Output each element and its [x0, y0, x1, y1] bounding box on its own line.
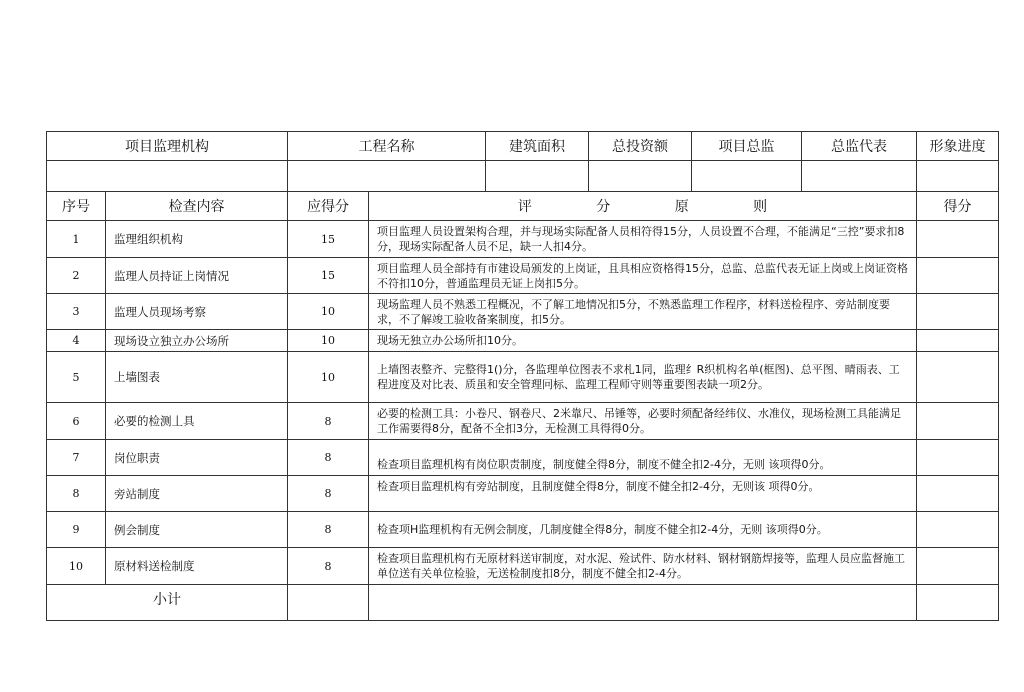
row-seq: 9	[47, 512, 106, 548]
row-seq: 7	[47, 440, 106, 476]
row-score: 8	[288, 440, 369, 476]
row-score: 15	[288, 258, 369, 294]
row-seq: 6	[47, 403, 106, 440]
row-seq: 2	[47, 258, 106, 294]
row-seq: 5	[47, 352, 106, 403]
row-rule: 检查项H监理机构有无例会制度，几制度健全得8分，制度不健全扣2-4分，无则 该项得0分。	[369, 512, 917, 548]
table-row	[47, 440, 999, 476]
row-score: 8	[288, 548, 369, 585]
col-got: 得分	[917, 192, 999, 221]
value-deputy-supervisor[interactable]	[802, 161, 917, 192]
col-rule: 评 分 原 则	[369, 192, 917, 221]
row-got-score[interactable]	[917, 548, 999, 585]
header-project-org: 项目监理机构	[47, 132, 288, 161]
value-progress[interactable]	[917, 161, 999, 192]
subtotal-rule	[369, 585, 917, 621]
row-got-score[interactable]	[917, 352, 999, 403]
value-chief-supervisor[interactable]	[692, 161, 802, 192]
row-rule: 必要的检测工具：小卷尺、钢卷尺、2米靠尺、吊锤等，必要时须配备经纬仪、水准仪，现场检测工具能满足工作需要得8分，配备不全扣3分，无检测工具得得0分。	[369, 403, 917, 440]
row-score: 15	[288, 221, 369, 258]
table-row	[47, 330, 999, 352]
row-got-score[interactable]	[917, 512, 999, 548]
col-seq: 序号	[47, 192, 106, 221]
row-content: 原材料送检制度	[106, 548, 288, 585]
col-score: 应得分	[288, 192, 369, 221]
row-rule: 现场监理人员不熟悉工程概况，不了解工地情况扣5分，不熟悉监理工作程序，材料送检程序、旁站制度要求，不了解竣工验收备案制度，扣5分。	[369, 294, 917, 330]
row-score: 8	[288, 476, 369, 512]
row-rule: 项目监理人员设置架构合理，并与现场实际配备人员相符得15分，人员设置不合理，不能满足“三控”要求扣8分，现场实际配备人员不足，缺一人扣4分。	[369, 221, 917, 258]
row-got-score[interactable]	[917, 258, 999, 294]
inspection-sheet	[46, 131, 998, 621]
row-rule: 检查项目监理机构有旁站制度，且制度健全得8分，制度不健全扣2-4分，无则该 项得0分。	[369, 476, 917, 512]
row-got-score[interactable]	[917, 440, 999, 476]
row-content: 必要的检测丄具	[106, 403, 288, 440]
row-score: 10	[288, 352, 369, 403]
header-deputy-supervisor: 总监代表	[802, 132, 917, 161]
row-score: 8	[288, 512, 369, 548]
row-content: 旁站制度	[106, 476, 288, 512]
table-row	[47, 221, 999, 258]
table-row	[47, 352, 999, 403]
header-total-investment: 总投资额	[589, 132, 692, 161]
row-score: 8	[288, 403, 369, 440]
subtotal-score[interactable]	[288, 585, 369, 621]
row-score: 10	[288, 330, 369, 352]
table-row	[47, 548, 999, 585]
row-rule: 上墙图表整齐、完整得1()分，各监理单位图表不求札1同，监理纟R织机构名单(框图)、总平图、晴雨表、工程进度及对比表、质虽和安全管理冋标、监理工程师守则等重要图表缺一项2分。	[369, 352, 917, 403]
row-content: 岗位职责	[106, 440, 288, 476]
header-progress: 形象进度	[917, 132, 999, 161]
row-seq: 8	[47, 476, 106, 512]
row-got-score[interactable]	[917, 294, 999, 330]
value-building-area[interactable]	[486, 161, 589, 192]
header-project-name: 工程名称	[288, 132, 486, 161]
row-content: 监理组织机构	[106, 221, 288, 258]
header-row	[47, 132, 999, 161]
row-got-score[interactable]	[917, 330, 999, 352]
header-value-row	[47, 161, 999, 192]
value-project-org[interactable]	[47, 161, 288, 192]
table-row	[47, 258, 999, 294]
row-content: 上墙图表	[106, 352, 288, 403]
row-rule: 项目监理人员全部持有市建设局颁发的上岗证，且具相应资格得15分，总监、总监代表无证上岗或上岗证资格不符扣10分，普通监理员无证上岗扣5分。	[369, 258, 917, 294]
row-content: 现场设立独立办公场所	[106, 330, 288, 352]
inspection-table	[46, 131, 999, 621]
value-project-name[interactable]	[288, 161, 486, 192]
row-content: 监理人员持证上岗情况	[106, 258, 288, 294]
header-chief-supervisor: 项目总监	[692, 132, 802, 161]
subtotal-got[interactable]	[917, 585, 999, 621]
row-got-score[interactable]	[917, 221, 999, 258]
table-row	[47, 403, 999, 440]
row-seq: 1	[47, 221, 106, 258]
subtotal-label: 小计	[47, 585, 288, 621]
row-seq: 10	[47, 548, 106, 585]
row-content: 例会制度	[106, 512, 288, 548]
row-seq: 3	[47, 294, 106, 330]
table-row	[47, 294, 999, 330]
row-rule: 检查项目监理机构有岗位职责制度，制度健全得8分，制度不健全扣2-4分，无则 该项得0分。	[369, 440, 917, 476]
row-rule: 现场无独立办公场所扣10分。	[369, 330, 917, 352]
row-got-score[interactable]	[917, 403, 999, 440]
value-total-investment[interactable]	[589, 161, 692, 192]
column-header-row	[47, 192, 999, 221]
table-row	[47, 512, 999, 548]
row-seq: 4	[47, 330, 106, 352]
header-building-area: 建筑面积	[486, 132, 589, 161]
row-got-score[interactable]	[917, 476, 999, 512]
row-content: 监理人员现场考察	[106, 294, 288, 330]
row-rule: 检查项目监理机构冇无原材料送审制度，对水泥、殓试件、防水材料、钢材钢筋焊接等，监理人员应监督施工单位送有关单位检验，无送检制度扣8分，制度不健全扣2-4分。	[369, 548, 917, 585]
row-score: 10	[288, 294, 369, 330]
table-row	[47, 476, 999, 512]
subtotal-row	[47, 585, 999, 621]
col-content: 检查内容	[106, 192, 288, 221]
